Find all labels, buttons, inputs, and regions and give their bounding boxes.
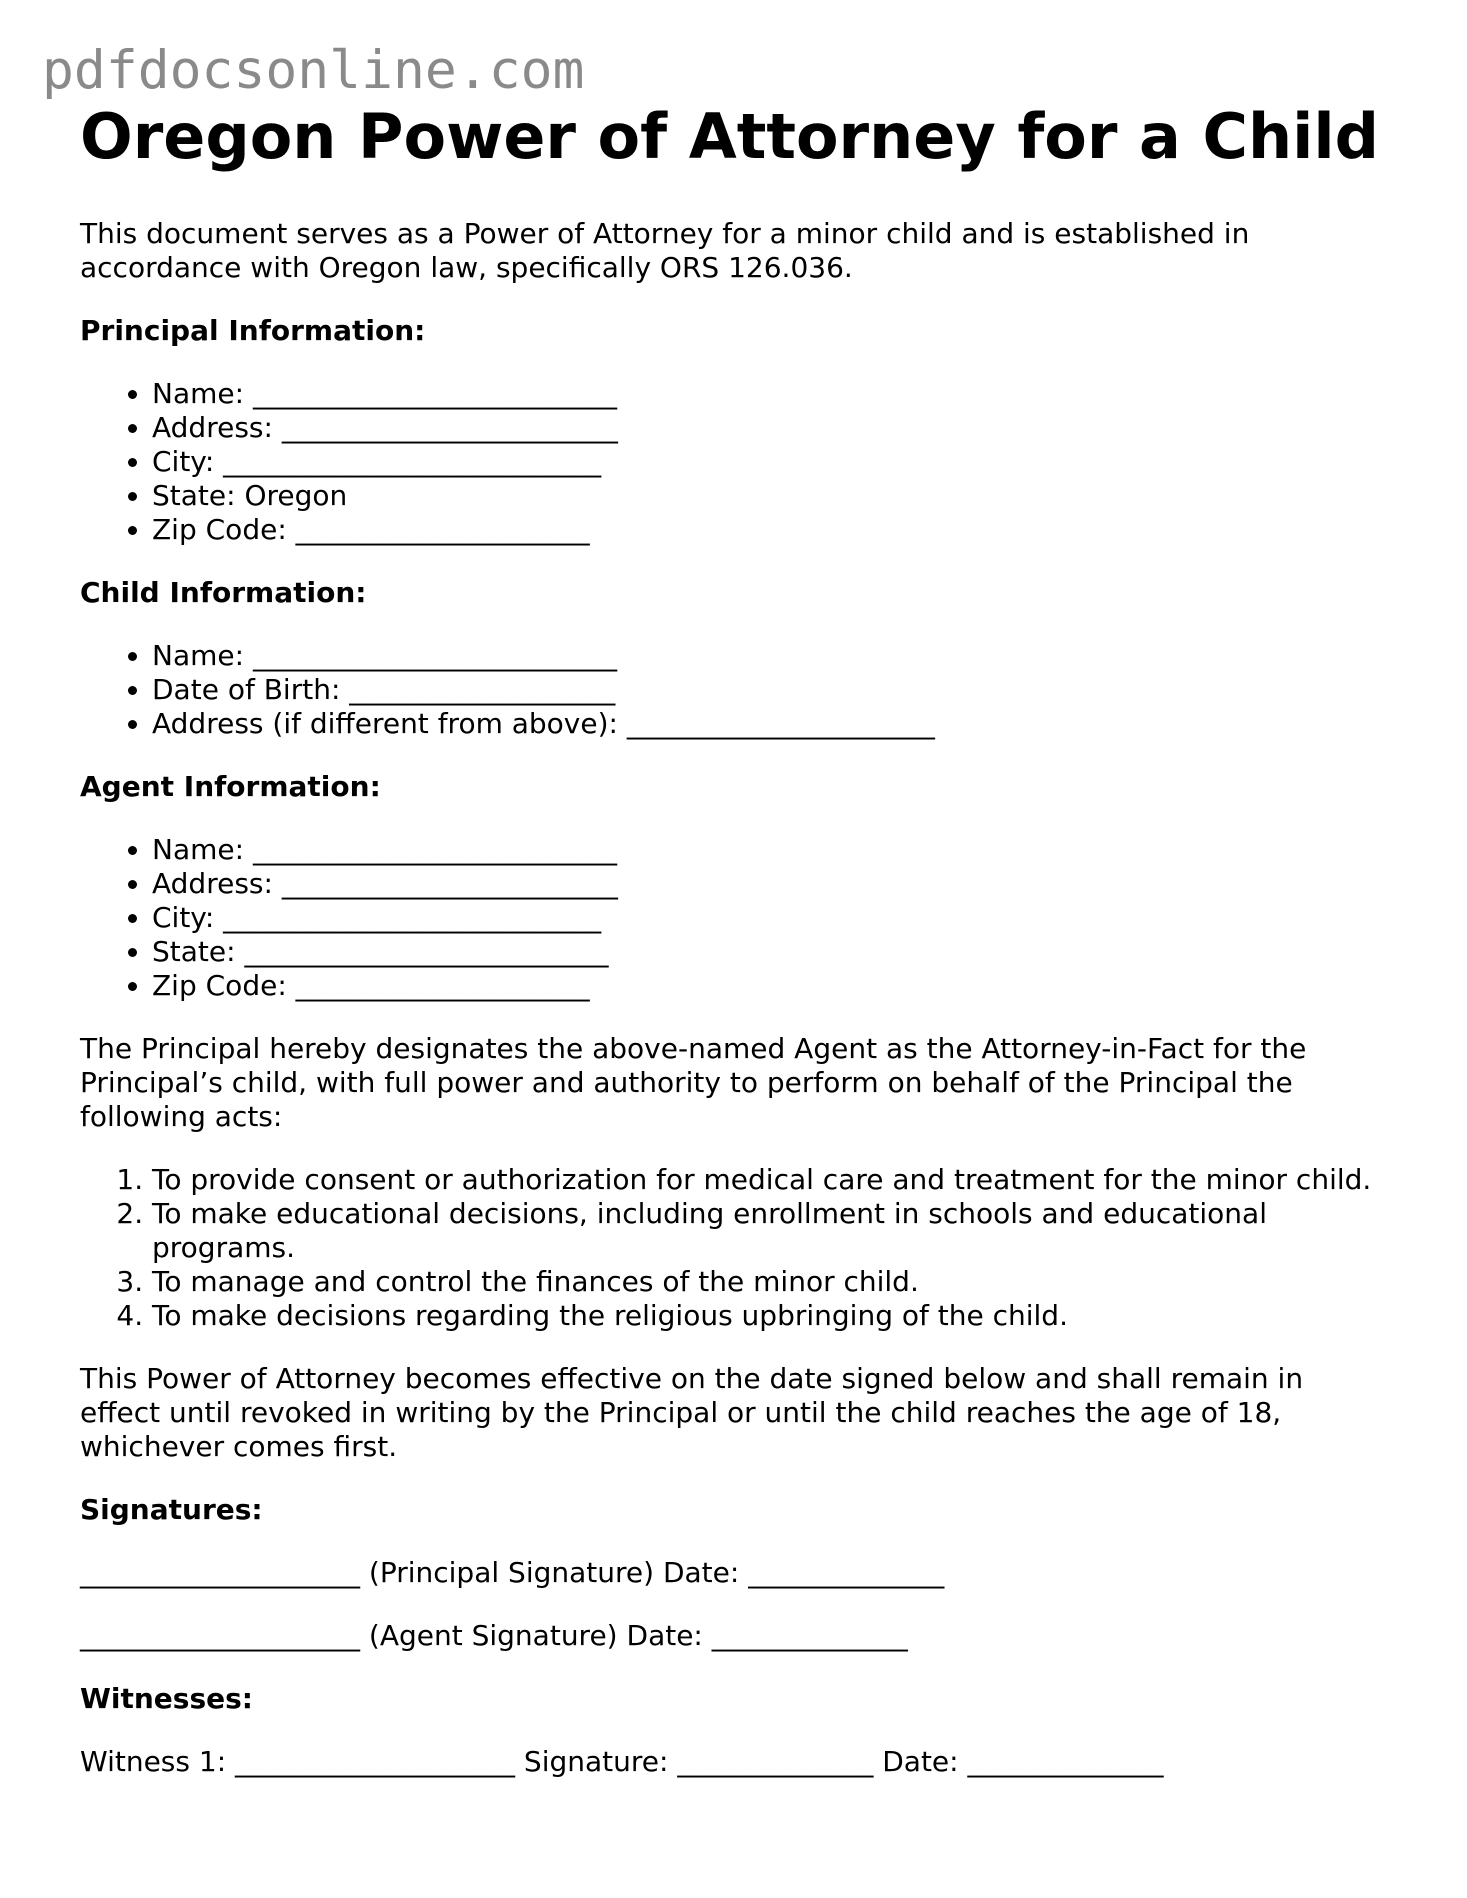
- principal-city-field[interactable]: • City: ___________________________: [152, 445, 1380, 479]
- principal-address-field[interactable]: • Address: ________________________: [152, 411, 1380, 445]
- agent-city-field[interactable]: • City: ___________________________: [152, 901, 1380, 935]
- agent-heading: Agent Information:: [80, 770, 381, 804]
- agent-state-field[interactable]: • State: __________________________: [152, 935, 1380, 969]
- witness-1-line[interactable]: Witness 1: ____________________ Signature: ______________ Date: ______________: [80, 1745, 1164, 1779]
- designation-paragraph: The Principal hereby designates the above-named Agent as the Attorney-in-Fact for the Principal’s child, with full power and authority to perform on behalf of the Principal the following acts:: [80, 1032, 1307, 1134]
- act-item: 2. To make educational decisions, including enrollment in schools and educational programs.: [152, 1197, 1380, 1265]
- act-item: 3. To manage and control the finances of the minor child.: [152, 1265, 1380, 1299]
- principal-name-field[interactable]: • Name: __________________________: [152, 377, 1380, 411]
- act-item: 4. To make decisions regarding the religious upbringing of the child.: [152, 1299, 1380, 1333]
- principal-heading: Principal Information:: [80, 314, 426, 348]
- agent-list: [80, 833, 1380, 1003]
- agent-address-field[interactable]: • Address: ________________________: [152, 867, 1380, 901]
- agent-name-field[interactable]: • Name: __________________________: [152, 833, 1380, 867]
- agent-signature-line[interactable]: ____________________ (Agent Signature) Date: ______________: [80, 1619, 908, 1653]
- act-item: 1. To provide consent or authorization for medical care and treatment for the minor child.: [152, 1163, 1380, 1197]
- child-heading: Child Information:: [80, 576, 367, 610]
- principal-signature-line[interactable]: ____________________ (Principal Signature) Date: ______________: [80, 1556, 945, 1590]
- document-title: Oregon Power of Attorney for a Child: [80, 100, 1380, 173]
- principal-list: [80, 377, 1380, 547]
- effective-paragraph: This Power of Attorney becomes effective on the date signed below and shall remain in effect until revoked in writing by the Principal or until the child reaches the age of 18, whichever comes first.: [80, 1362, 1304, 1464]
- principal-zip-field[interactable]: • Zip Code: _____________________: [152, 513, 1380, 547]
- acts-list: [80, 1163, 1380, 1333]
- signatures-heading: Signatures:: [80, 1493, 263, 1527]
- child-dob-field[interactable]: • Date of Birth: ___________________: [152, 673, 1380, 707]
- child-list: [80, 639, 1380, 741]
- document-body: [80, 100, 1380, 1779]
- child-name-field[interactable]: • Name: __________________________: [152, 639, 1380, 673]
- watermark: pdfdocsonline.com: [42, 40, 585, 101]
- intro-paragraph: This document serves as a Power of Attorney for a minor child and is established in accordance with Oregon law, specifically ORS 126.036.: [80, 217, 1250, 285]
- child-address-field[interactable]: • Address (if different from above): ______________________: [152, 707, 1380, 741]
- principal-state: • State: Oregon: [152, 479, 1380, 513]
- agent-zip-field[interactable]: • Zip Code: _____________________: [152, 969, 1380, 1003]
- witnesses-heading: Witnesses:: [80, 1682, 253, 1716]
